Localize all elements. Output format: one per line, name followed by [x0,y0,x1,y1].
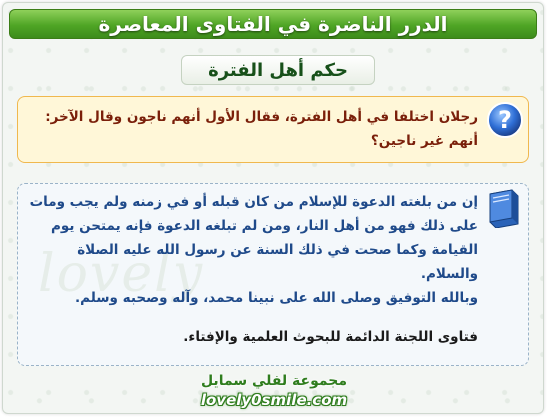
watermark-text: lovely [38,244,205,304]
header-banner [9,9,537,39]
topic-title: حكم أهل الفترة [181,55,375,85]
question-text: رجلان اختلفا في أهل الفترة، فقال الأول أنهم ناجون وقال الآخر: أنهم غير ناجين؟ [45,109,478,149]
answer-paragraph: وبالله التوفيق وصلى الله على نبينا محمد، وآله وصحبه وسلم. [75,290,478,306]
book-icon [484,188,522,228]
answer-box [17,183,529,366]
answer-source: فتاوى اللجنة الدائمة للبحوث العلمية والإفتاء. [183,329,478,345]
question-mark-icon [486,101,524,139]
answer-paragraph: إن من بلغته الدعوة للإسلام من كان قبله أو في زمنه ولم يجب ومات على ذلك فهو من أهل النار، ومن لم تبلغه الدعوة فإنه يمتحن يوم القيامة وكما صحت في ذلك السنة عن رسول الله عليه الصلاة والسلام. [29,194,478,282]
fatwa-card [2,2,544,414]
footer [3,371,544,414]
svg-text:?: ? [498,106,512,134]
footer-site-link[interactable]: lovely0smile.com [200,391,348,409]
header-title: الدرر الناضرة في الفتاوى المعاصرة [98,12,448,36]
answer-text [20,190,478,310]
footer-group-name: مجموعة لفلي سمايل [200,373,348,389]
question-box [17,96,529,163]
